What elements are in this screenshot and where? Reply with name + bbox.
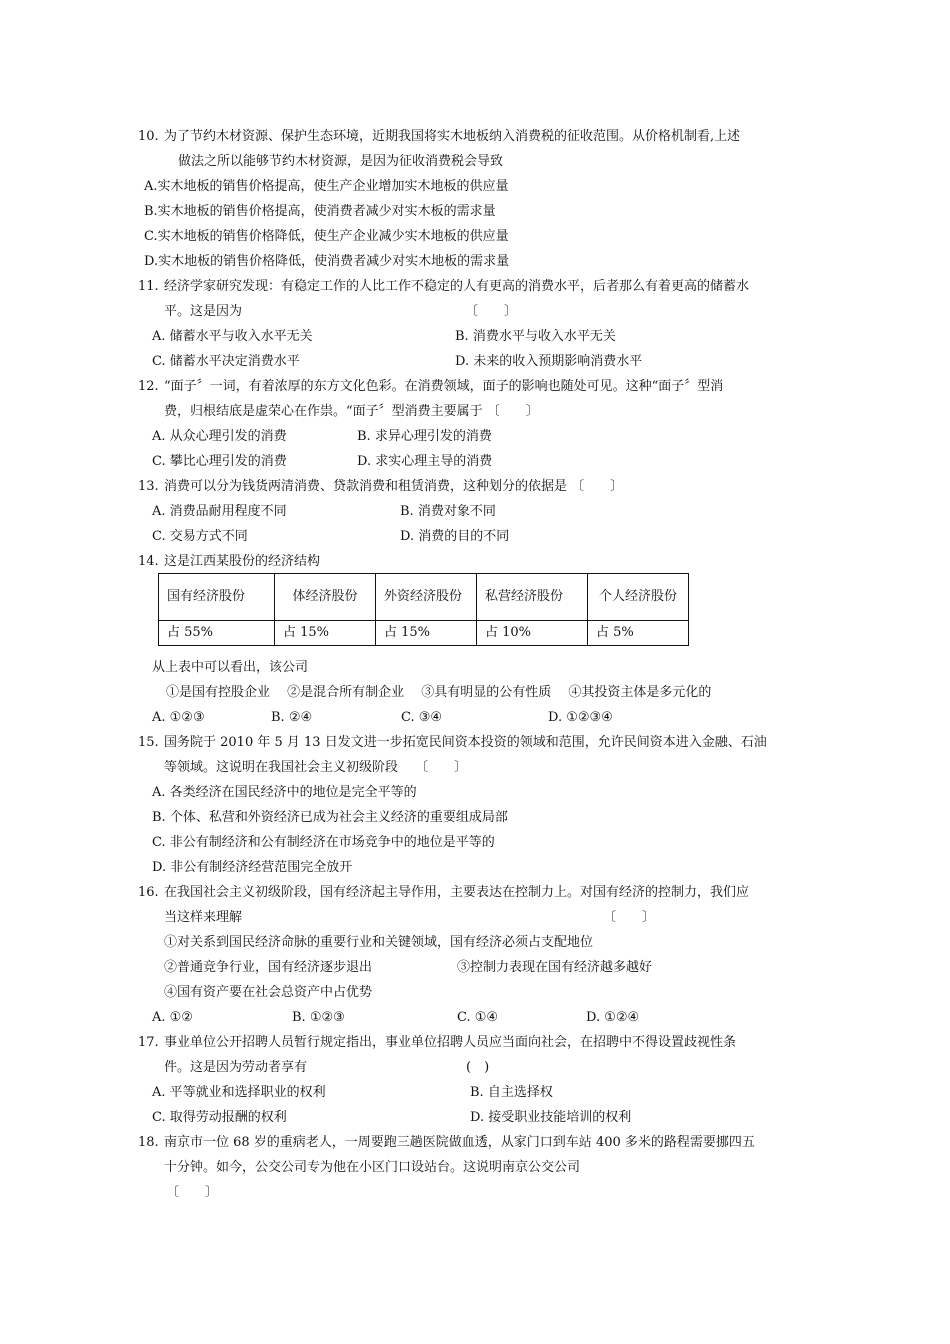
q15-stem-line2: 等领域。这说明在我国社会主义初级阶段 〔 〕: [164, 760, 468, 775]
table-cell: 占 15%: [275, 621, 376, 646]
q15-stem-line1: 国务院于 2010 年 5 月 13 日发文进一步拓宽民间资本投资的领域和范围，允许民间资本进入金融、石油: [164, 735, 767, 750]
q14-option-d: D. ①②③④: [548, 710, 613, 725]
q14-option-c: C. ③④: [401, 710, 443, 725]
q10-option-b: B.实木地板的销售价格提高，使消费者减少对实木板的需求量: [144, 204, 496, 219]
q16-option-b: B. ①②③: [292, 1010, 345, 1025]
table-cell: 占 5%: [588, 621, 689, 646]
table-header-cell: 外资经济股份: [376, 574, 477, 621]
q16-number: 16.: [138, 885, 159, 900]
q18-answer-bracket: 〔 〕: [166, 1185, 219, 1200]
q13-option-c: C. 交易方式不同: [152, 529, 248, 544]
q11-option-c: C. 储蓄水平决定消费水平: [152, 354, 300, 369]
q15-option-b: B. 个体、私营和外资经济已成为社会主义经济的重要组成局部: [152, 810, 508, 825]
q12-option-c: C. 攀比心理引发的消费: [152, 454, 287, 469]
q10-number: 10.: [138, 129, 159, 144]
table-cell: 占 55%: [159, 621, 275, 646]
q16-statement-2: ②普通竞争行业，国有经济逐步退出: [164, 960, 373, 975]
table-header-cell: 体经济股份: [275, 574, 376, 621]
table-header-cell: 个人经济股份: [588, 574, 689, 621]
q17-stem-line1: 事业单位公开招聘人员暂行规定指出，事业单位招聘人员应当面向社会，在招聘中不得设置歧视性条: [164, 1035, 737, 1050]
q14-option-b: B. ②④: [271, 710, 313, 725]
q16-statement-3: ③控制力表现在国有经济越多越好: [457, 960, 653, 975]
q14-stem-line2: 从上表中可以看出，该公司: [152, 660, 309, 675]
q13-option-b: B. 消费对象不同: [400, 504, 496, 519]
q11-option-a: A. 储蓄水平与收入水平无关: [152, 329, 313, 344]
q11-option-b: B. 消费水平与收入水平无关: [455, 329, 616, 344]
q16-answer-bracket: 〔 〕: [603, 910, 656, 925]
q11-stem-line2: 平。这是因为: [164, 304, 243, 319]
q16-option-a: A. ①②: [152, 1010, 193, 1025]
q13-option-d: D. 消费的目的不同: [400, 529, 510, 544]
q10-stem-line2: 做法之所以能够节约木材资源，是因为征收消费税会导致: [178, 154, 504, 169]
q15-option-d: D. 非公有制经济经营范围完全放开: [152, 860, 353, 875]
q16-option-d: D. ①②④: [586, 1010, 640, 1025]
q11-number: 11.: [138, 279, 159, 294]
q14-number: 14.: [138, 554, 159, 569]
q13-option-a: A. 消费品耐用程度不同: [152, 504, 287, 519]
q11-stem-line1: 经济学家研究发现：有稳定工作的人比工作不稳定的人有更高的消费水平，后者那么有着更高的储蓄水: [164, 279, 750, 294]
q16-stem-line1: 在我国社会主义初级阶段，国有经济起主导作用，主要表达在控制力上。对国有经济的控制力，我们应: [164, 885, 750, 900]
q12-option-d: D. 求实心理主导的消费: [357, 454, 493, 469]
q15-number: 15.: [138, 735, 159, 750]
table-row: [159, 621, 689, 646]
q10-option-d: D.实木地板的销售价格降低，使消费者减少对实木地板的需求量: [144, 254, 510, 269]
q12-stem-line2: 费，归根结底是虚荣心在作祟。“面子〞型消费主要属于 〔 〕: [164, 404, 539, 419]
q14-option-a: A. ①②③: [152, 710, 205, 725]
q10-stem-line1: 为了节约木材资源、保护生态环境，近期我国将实木地板纳入消费税的征收范围。从价格机制看,上述: [164, 129, 741, 144]
q16-statement-4: ④国有资产要在社会总资产中占优势: [164, 985, 373, 1000]
q17-stem-line2: 件。这是因为劳动者享有: [164, 1060, 308, 1075]
q14-statements: ①是国有控股企业 ②是混合所有制企业 ③具有明显的公有性质 ④其投资主体是多元化的: [166, 685, 712, 700]
q18-stem-line1: 南京市一位 68 岁的重病老人，一周要跑三趟医院做血透，从家门口到车站 400 多米的路程需要挪四五: [164, 1135, 755, 1150]
table-cell: 占 15%: [376, 621, 477, 646]
q10-option-a: A.实木地板的销售价格提高，使生产企业增加实木地板的供应量: [144, 179, 509, 194]
q17-option-d: D. 接受职业技能培训的权利: [470, 1110, 632, 1125]
q13-number: 13.: [138, 479, 159, 494]
q12-option-a: A. 从众心理引发的消费: [152, 429, 287, 444]
q16-stem-line2: 当这样来理解: [164, 910, 243, 925]
q16-option-c: C. ①④: [457, 1010, 499, 1025]
q11-answer-bracket: 〔 〕: [465, 304, 518, 319]
q11-option-d: D. 未来的收入预期影响消费水平: [455, 354, 643, 369]
q17-answer-bracket: ( ): [466, 1060, 490, 1075]
q17-option-b: B. 自主选择权: [470, 1085, 553, 1100]
q17-option-c: C. 取得劳动报酬的权利: [152, 1110, 287, 1125]
q10-option-c: C.实木地板的销售价格降低，使生产企业减少实木地板的供应量: [144, 229, 509, 244]
q12-stem-line1: “面子〞一词，有着浓厚的东方文化色彩。在消费领域，面子的影响也随处可见。这种“面子〞型消: [164, 379, 724, 394]
ownership-table: [158, 573, 689, 646]
q15-option-c: C. 非公有制经济和公有制经济在市场竞争中的地位是平等的: [152, 835, 495, 850]
q17-option-a: A. 平等就业和选择职业的权利: [152, 1085, 326, 1100]
q14-stem-line1: 这是江西某股份的经济结构: [164, 554, 321, 569]
q15-option-a: A. 各类经济在国民经济中的地位是完全平等的: [152, 785, 417, 800]
q17-number: 17.: [138, 1035, 159, 1050]
q18-number: 18.: [138, 1135, 159, 1150]
table-header-cell: 国有经济股份: [159, 574, 275, 621]
q18-stem-line2: 十分钟。如今，公交公司专为他在小区门口设站台。这说明南京公交公司: [164, 1160, 581, 1175]
table-cell: 占 10%: [477, 621, 588, 646]
q12-number: 12.: [138, 379, 159, 394]
table-header-cell: 私营经济股份: [477, 574, 588, 621]
q16-statement-1: ①对关系到国民经济命脉的重要行业和关键领域，国有经济必须占支配地位: [164, 935, 594, 950]
q13-stem-line1: 消费可以分为钱货两清消费、贷款消费和租赁消费，这种划分的依据是 〔 〕: [164, 479, 624, 494]
q12-option-b: B. 求异心理引发的消费: [357, 429, 492, 444]
table-header-row: [159, 574, 689, 621]
